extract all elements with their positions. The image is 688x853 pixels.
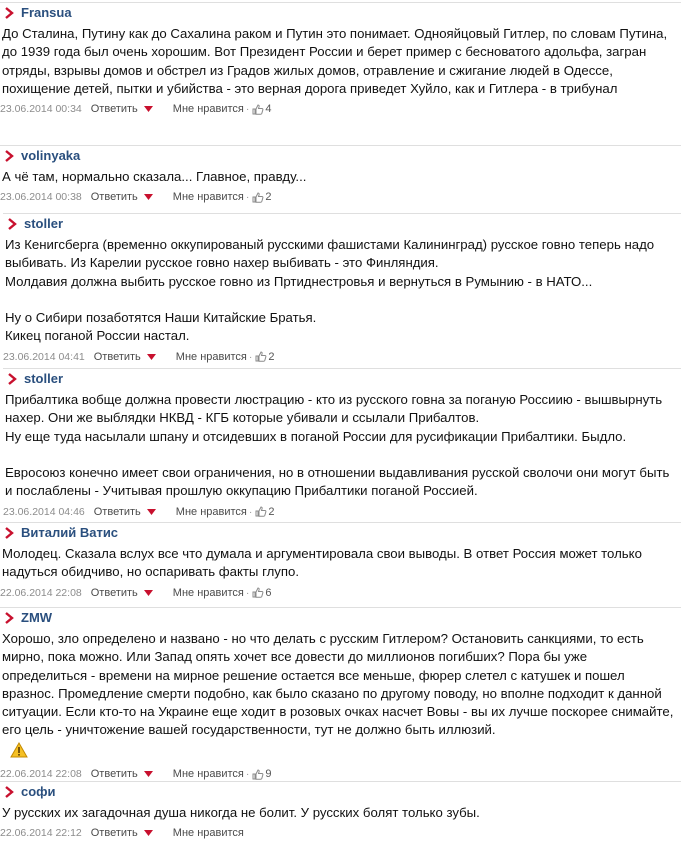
like-button[interactable]: Мне нравится <box>175 350 247 363</box>
thumbs-up-icon[interactable] <box>252 587 264 598</box>
like-button[interactable]: Мне нравится <box>172 827 244 840</box>
comment-header <box>0 3 681 22</box>
thumbs-up-icon[interactable] <box>255 351 267 362</box>
chevron-right-icon <box>7 373 17 385</box>
thumbs-up-icon[interactable] <box>252 104 264 115</box>
like-count: 9 <box>265 768 272 781</box>
comment-text: Прибалтика вобще должна провести люстрацию - кто из русского говна за поганую Россиию - вышвырнуть нахер. Они же выблядки НКВД - КГБ которые убивали и ссылали Прибалтов. Ну еще туда насылали шпану и отсидевших в поганой России для русификации Прибалтики. Быдло. Евросоюз конечно имеет свои ограничения, но в отношении выдавливания русской сволочи они могут быть и послаблены - Учитывая прошлую оккупацию Прибалтики поганой Россией. <box>5 392 670 499</box>
caret-down-icon[interactable] <box>147 354 156 360</box>
comment-header <box>3 214 681 233</box>
comment-date: 22.06.2014 22:08 <box>0 768 82 781</box>
comment <box>3 213 681 365</box>
comment <box>0 522 681 601</box>
like-button[interactable]: Мне нравится <box>172 191 244 204</box>
comment-date: 23.06.2014 04:46 <box>3 505 85 518</box>
comment-meta <box>0 585 681 601</box>
comment-text: А чё там, нормально сказала... Главное, правду... <box>2 169 307 184</box>
comment-header <box>0 782 681 801</box>
chevron-right-icon <box>4 7 14 19</box>
caret-down-icon[interactable] <box>144 771 153 777</box>
comment-date: 22.06.2014 22:08 <box>0 586 82 599</box>
comment-header <box>0 523 681 542</box>
comment-meta <box>0 766 681 782</box>
reply-button[interactable]: Ответить <box>90 191 138 204</box>
reply-button[interactable]: Ответить <box>90 827 138 840</box>
comment <box>3 368 681 520</box>
author-name[interactable]: stoller <box>24 216 64 231</box>
chevron-right-icon <box>4 527 14 539</box>
like-button[interactable]: Мне нравится <box>172 103 244 116</box>
like-count: 2 <box>268 505 275 518</box>
chevron-right-icon <box>7 218 17 230</box>
chevron-right-icon <box>4 786 14 798</box>
comment-header <box>0 608 681 627</box>
like-count: 4 <box>265 103 272 116</box>
like-count: 6 <box>265 586 272 599</box>
author-name[interactable]: Fransua <box>21 5 72 20</box>
thumbs-up-icon[interactable] <box>252 192 264 203</box>
caret-down-icon[interactable] <box>147 509 156 515</box>
comment <box>0 145 681 205</box>
like-count: 2 <box>268 350 275 363</box>
author-name[interactable]: софи <box>21 784 56 799</box>
author-name[interactable]: stoller <box>24 371 64 386</box>
like-button[interactable]: Мне нравится <box>175 505 247 518</box>
reply-button[interactable]: Ответить <box>93 505 141 518</box>
comment-date: 22.06.2014 22:12 <box>0 827 82 840</box>
warning-icon <box>10 742 675 763</box>
reply-button[interactable]: Ответить <box>93 350 141 363</box>
comment <box>0 607 681 782</box>
separator: · <box>245 586 250 599</box>
comment-date: 23.06.2014 04:41 <box>3 350 85 363</box>
comment-text: У русских их загадочная душа никогда не болит. У русских болят только зубы. <box>2 805 480 820</box>
separator: · <box>248 505 253 518</box>
author-name[interactable]: volinyaka <box>21 148 81 163</box>
separator: · <box>248 350 253 363</box>
comment <box>0 2 681 117</box>
comment-text: Молодец. Сказала вслух все что думала и аргументировала свои выводы. В ответ Россия может только надуться обидчиво, но оспаривать факты глупо. <box>2 546 646 580</box>
chevron-right-icon <box>4 150 14 162</box>
separator: · <box>245 768 250 781</box>
comment <box>0 781 681 841</box>
like-button[interactable]: Мне нравится <box>172 586 244 599</box>
author-name[interactable]: ZMW <box>21 610 53 625</box>
comment-meta <box>3 349 681 365</box>
comment-date: 23.06.2014 00:34 <box>0 103 82 116</box>
comment-text: Из Кенигсберга (временно оккупированый русскими фашистами Калининград) русское говно теперь надо выбивать. Из Карелии русское говно нахер выбивать - это Финляндия. Молдавия должна выбить русское говно из Пртиднестровья и вернуться в Румынию - в НАТО... Ну о Сибири позаботятся Наши Китайские Братья. Кикец поганой России настал. <box>5 237 655 344</box>
separator: · <box>245 103 250 116</box>
like-count: 2 <box>265 191 272 204</box>
thumbs-up-icon[interactable] <box>255 506 267 517</box>
comment-meta <box>0 825 681 841</box>
comment-meta <box>3 504 681 520</box>
caret-down-icon[interactable] <box>144 830 153 836</box>
comment-header <box>0 146 681 165</box>
comment-meta <box>0 189 681 205</box>
thumbs-up-icon[interactable] <box>252 769 264 780</box>
separator: · <box>245 191 250 204</box>
caret-down-icon[interactable] <box>144 590 153 596</box>
comment-date: 23.06.2014 00:38 <box>0 191 82 204</box>
author-name[interactable]: Виталий Ватис <box>21 525 119 540</box>
reply-button[interactable]: Ответить <box>90 586 138 599</box>
comment-text: Хорошо, зло определено и названо - но что делать с русским Гитлером? Остановить санкциями, то есть мирно, пока можно. Или Запад опять хочет все довести до миллионов погибших? Пора бы уже определиться - времени на мирное решение остается все меньше, фюрер слетел с катушек и пошел вразнос. Промедление смерти подобно, как было сказано по другому поводу, но вполне подходит к данной ситуации. Если кто-то на Украине еще ходит в розовых очках насчет Вовы - вы их лучше поскорее снимайте, его цель - уничтожение вашей государственности, тут не должно быть иллюзий. <box>0 630 681 763</box>
like-button[interactable]: Мне нравится <box>172 768 244 781</box>
chevron-right-icon <box>4 612 14 624</box>
comment-text: До Сталина, Путину как до Сахалина раком и Путин это понимает. Однояйцовый Гитлер, по словам Путина, до 1939 года был очень хорошим. Вот Президент России и берет пример с бесноватого адольфа, загран отряды, взрывы домов и обстрел из Градов жилых домов, отравление и сжигание людей в Одессе, похищение детей, пытки и убийства - это верная дорога приведет Хуйло, как и Гитлера - в трибунал <box>2 26 671 96</box>
caret-down-icon[interactable] <box>144 106 153 112</box>
caret-down-icon[interactable] <box>144 194 153 200</box>
reply-button[interactable]: Ответить <box>90 768 138 781</box>
comment-header <box>3 369 681 388</box>
reply-button[interactable]: Ответить <box>90 103 138 116</box>
comment-meta <box>0 101 681 117</box>
